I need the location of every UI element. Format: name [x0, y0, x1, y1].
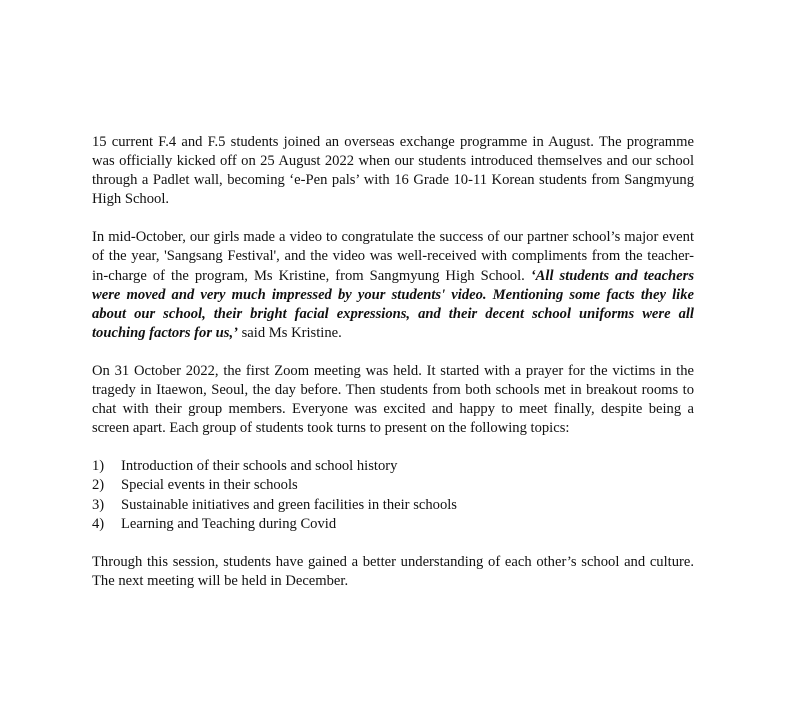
list-item [92, 515, 694, 534]
topics-list [92, 457, 694, 533]
list-item-number: 1) [92, 458, 105, 475]
list-item-number: 4) [92, 515, 105, 532]
paragraph-conclusion: Through this session, students have gained a better understanding of each other’s school and culture. The next meeting will be held in December. [92, 553, 694, 589]
paragraph-exchange-programme: 15 current F.4 and F.5 students joined an overseas exchange programme in August. The programme was officially kicked off on 25 August 2022 when our students introduced themselves and our school through a Padlet wall, becoming ‘e-Pen pals’ with 16 Grade 10-11 Korean students from Sangmyung High School. [92, 134, 694, 208]
list-item-text: Introduction of their schools and school history [121, 458, 398, 475]
paragraph-attribution: said Ms Kristine. [237, 324, 342, 341]
list-item-number: 2) [92, 477, 105, 494]
list-item [92, 457, 694, 476]
list-item-text: Learning and Teaching during Covid [121, 515, 337, 532]
paragraph-zoom-meeting: On 31 October 2022, the first Zoom meeting was held. It started with a prayer for the victims in the tragedy in Itaewon, Seoul, the day before. Then students from both schools met in breakout rooms to chat with their group members. Everyone was excited and happy to meet finally, despite being a screen apart. Each group of students took turns to present on the following topics: [92, 362, 694, 437]
kristine-quote: ‘All students and teachers were moved and very much impressed by your students' video. Mentioning some facts they like about our school, their bright facial expressions, and their decent school uniforms were all touching factors for us,’ [92, 267, 694, 341]
list-item [92, 496, 694, 515]
document-body [92, 133, 694, 610]
list-item-number: 3) [92, 496, 105, 513]
paragraph-sangsang-festival [92, 228, 694, 343]
list-item-text: Sustainable initiatives and green facilities in their schools [121, 496, 457, 513]
paragraph-intro-text: In mid-October, our girls made a video to congratulate the success of our partner school’s major event of the year, 'Sangsang Festival', and the video was well-received with compliments from the teacher-in-charge of the program, Ms Kristine, from Sangmyung High School. [92, 229, 694, 284]
list-item-text: Special events in their schools [121, 477, 298, 494]
list-item [92, 476, 694, 495]
